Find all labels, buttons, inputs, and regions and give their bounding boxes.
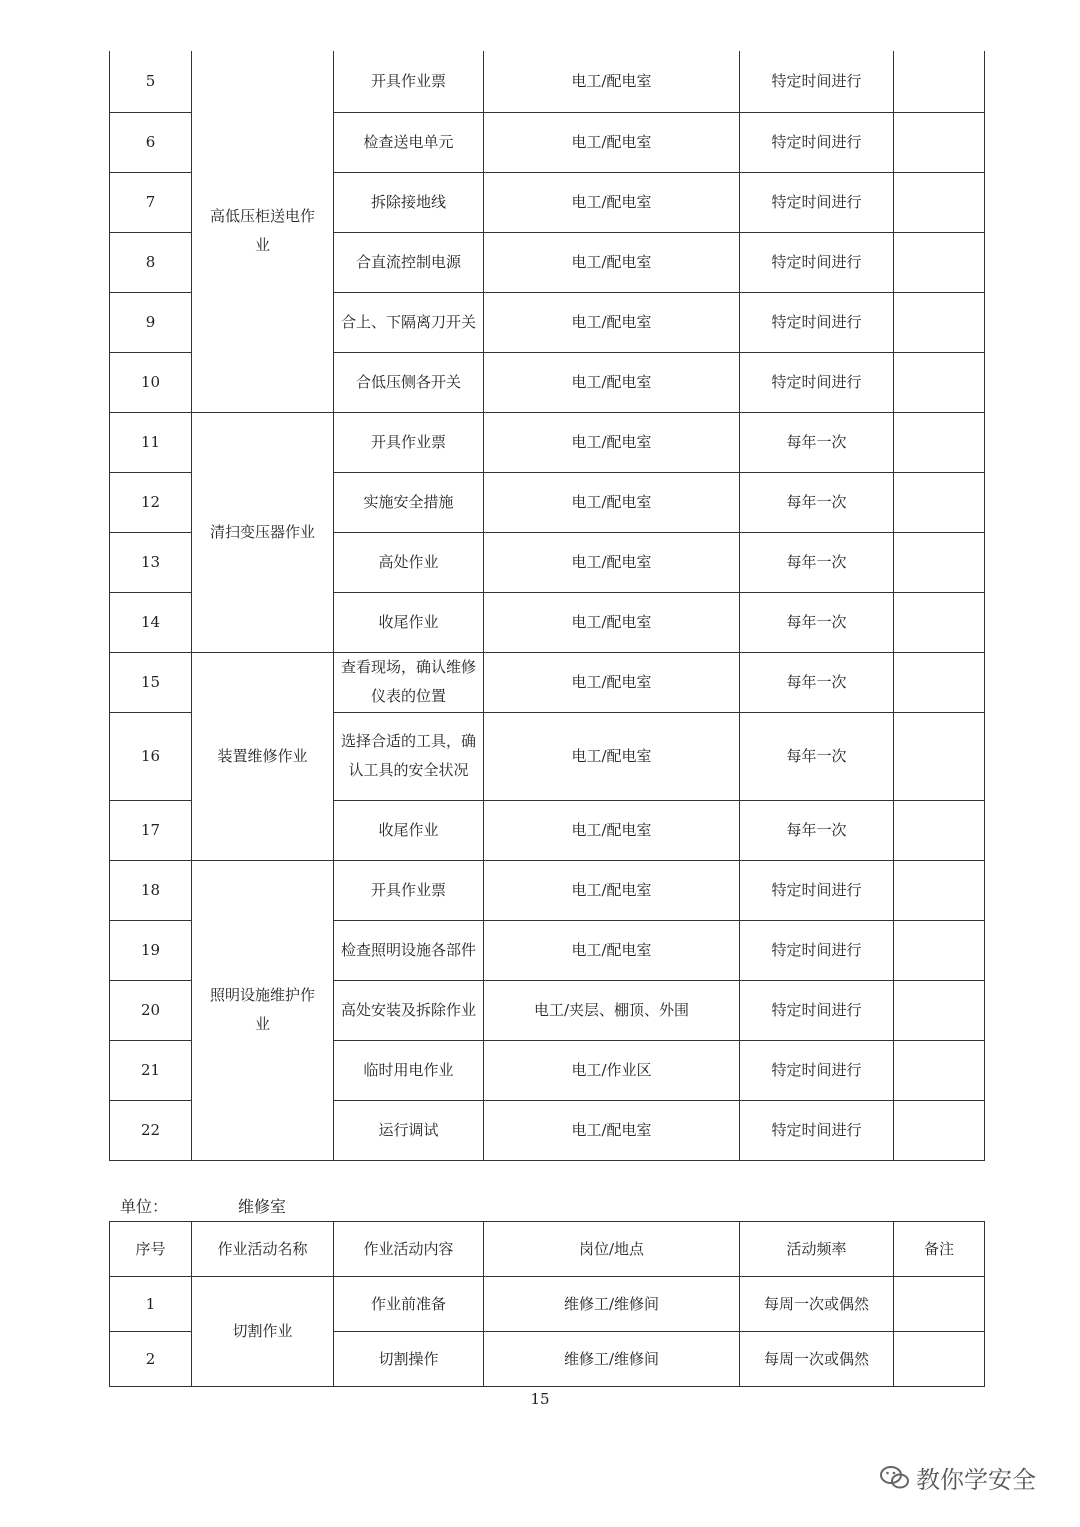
activity-frequency: 特定时间进行 [740, 980, 894, 1040]
row-number: 7 [110, 172, 192, 232]
activity-name: 照明设施维护作业 [192, 860, 334, 1160]
remark-cell [894, 1332, 985, 1387]
post-location: 电工/夹层、棚顶、外围 [484, 980, 740, 1040]
unit-value: 维修室 [238, 1197, 287, 1216]
post-location: 电工/配电室 [484, 800, 740, 860]
page-number: 15 [530, 1390, 550, 1408]
table-row [110, 412, 985, 472]
header-post: 岗位/地点 [484, 1222, 740, 1277]
row-number: 10 [110, 352, 192, 412]
table-row [110, 860, 985, 920]
activity-name: 装置维修作业 [192, 652, 334, 860]
activity-content: 作业前准备 [334, 1277, 484, 1332]
remark-cell [894, 352, 985, 412]
remark-cell [894, 292, 985, 352]
activity-frequency: 特定时间进行 [740, 232, 894, 292]
activity-content: 收尾作业 [334, 592, 484, 652]
row-number: 13 [110, 532, 192, 592]
activity-content: 合直流控制电源 [334, 232, 484, 292]
post-location: 电工/配电室 [484, 860, 740, 920]
activity-content: 临时用电作业 [334, 1040, 484, 1100]
activity-frequency: 每年一次 [740, 800, 894, 860]
activity-name: 清扫变压器作业 [192, 412, 334, 652]
remark-cell [894, 112, 985, 172]
row-number: 15 [110, 652, 192, 712]
remark-cell [894, 172, 985, 232]
post-location: 电工/配电室 [484, 51, 740, 112]
post-location: 电工/作业区 [484, 1040, 740, 1100]
activity-content: 切割操作 [334, 1332, 484, 1387]
activity-content: 检查送电单元 [334, 112, 484, 172]
activity-content: 开具作业票 [334, 412, 484, 472]
activity-frequency: 每周一次或偶然 [740, 1277, 894, 1332]
table-row [110, 652, 985, 712]
table-header-row [110, 1222, 985, 1277]
activity-frequency: 特定时间进行 [740, 112, 894, 172]
row-number: 22 [110, 1100, 192, 1160]
activity-frequency: 每年一次 [740, 592, 894, 652]
wechat-icon [880, 1465, 910, 1491]
activity-content: 检查照明设施各部件 [334, 920, 484, 980]
watermark-text: 教你学安全 [916, 1466, 1036, 1494]
row-number: 17 [110, 800, 192, 860]
activity-frequency: 特定时间进行 [740, 292, 894, 352]
activity-frequency: 特定时间进行 [740, 1040, 894, 1100]
remark-cell [894, 652, 985, 712]
remark-cell [894, 712, 985, 800]
activity-table-electrical [109, 51, 985, 1161]
activity-content: 选择合适的工具，确认工具的安全状况 [334, 712, 484, 800]
remark-cell [894, 860, 985, 920]
header-freq: 活动频率 [740, 1222, 894, 1277]
post-location: 电工/配电室 [484, 472, 740, 532]
activity-table-maintenance [109, 1221, 985, 1387]
remark-cell [894, 51, 985, 112]
activity-name: 高低压柜送电作业 [192, 51, 334, 412]
row-number: 21 [110, 1040, 192, 1100]
activity-frequency: 特定时间进行 [740, 352, 894, 412]
post-location: 电工/配电室 [484, 112, 740, 172]
activity-content: 开具作业票 [334, 51, 484, 112]
remark-cell [894, 412, 985, 472]
post-location: 电工/配电室 [484, 352, 740, 412]
row-number: 19 [110, 920, 192, 980]
row-number: 20 [110, 980, 192, 1040]
remark-cell [894, 532, 985, 592]
post-location: 电工/配电室 [484, 712, 740, 800]
remark-cell [894, 592, 985, 652]
activity-frequency: 特定时间进行 [740, 172, 894, 232]
post-location: 电工/配电室 [484, 920, 740, 980]
activity-content: 开具作业票 [334, 860, 484, 920]
activity-content: 合上、下隔离刀开关 [334, 292, 484, 352]
remark-cell [894, 472, 985, 532]
activity-content: 合低压侧各开关 [334, 352, 484, 412]
unit-label: 单位： [120, 1197, 169, 1216]
activity-frequency: 每年一次 [740, 472, 894, 532]
row-number: 11 [110, 412, 192, 472]
post-location: 维修工/维修间 [484, 1277, 740, 1332]
header-name: 作业活动名称 [192, 1222, 334, 1277]
watermark [880, 1460, 1036, 1495]
remark-cell [894, 1100, 985, 1160]
table-row [110, 51, 985, 112]
post-location: 电工/配电室 [484, 1100, 740, 1160]
post-location: 电工/配电室 [484, 292, 740, 352]
activity-frequency: 特定时间进行 [740, 920, 894, 980]
activity-frequency: 每年一次 [740, 532, 894, 592]
row-number: 18 [110, 860, 192, 920]
remark-cell [894, 232, 985, 292]
activity-content: 拆除接地线 [334, 172, 484, 232]
activity-frequency: 每年一次 [740, 652, 894, 712]
post-location: 电工/配电室 [484, 532, 740, 592]
activity-frequency: 每年一次 [740, 412, 894, 472]
row-number: 2 [110, 1332, 192, 1387]
header-content: 作业活动内容 [334, 1222, 484, 1277]
post-location: 电工/配电室 [484, 232, 740, 292]
post-location: 电工/配电室 [484, 412, 740, 472]
post-location: 电工/配电室 [484, 172, 740, 232]
activity-content: 收尾作业 [334, 800, 484, 860]
post-location: 维修工/维修间 [484, 1332, 740, 1387]
row-number: 9 [110, 292, 192, 352]
activity-frequency: 每年一次 [740, 712, 894, 800]
activity-content: 查看现场，确认维修仪表的位置 [334, 652, 484, 712]
activity-frequency: 每周一次或偶然 [740, 1332, 894, 1387]
activity-content: 运行调试 [334, 1100, 484, 1160]
post-location: 电工/配电室 [484, 652, 740, 712]
activity-name: 切割作业 [192, 1277, 334, 1387]
activity-content: 高处作业 [334, 532, 484, 592]
row-number: 12 [110, 472, 192, 532]
table-row [110, 1277, 985, 1332]
header-remark: 备注 [894, 1222, 985, 1277]
remark-cell [894, 800, 985, 860]
remark-cell [894, 1277, 985, 1332]
activity-frequency: 特定时间进行 [740, 860, 894, 920]
row-number: 8 [110, 232, 192, 292]
activity-frequency: 特定时间进行 [740, 51, 894, 112]
row-number: 1 [110, 1277, 192, 1332]
activity-content: 实施安全措施 [334, 472, 484, 532]
activity-content: 高处安装及拆除作业 [334, 980, 484, 1040]
remark-cell [894, 920, 985, 980]
row-number: 14 [110, 592, 192, 652]
row-number: 6 [110, 112, 192, 172]
row-number: 16 [110, 712, 192, 800]
header-no: 序号 [110, 1222, 192, 1277]
remark-cell [894, 1040, 985, 1100]
remark-cell [894, 980, 985, 1040]
row-number: 5 [110, 51, 192, 112]
post-location: 电工/配电室 [484, 592, 740, 652]
activity-frequency: 特定时间进行 [740, 1100, 894, 1160]
